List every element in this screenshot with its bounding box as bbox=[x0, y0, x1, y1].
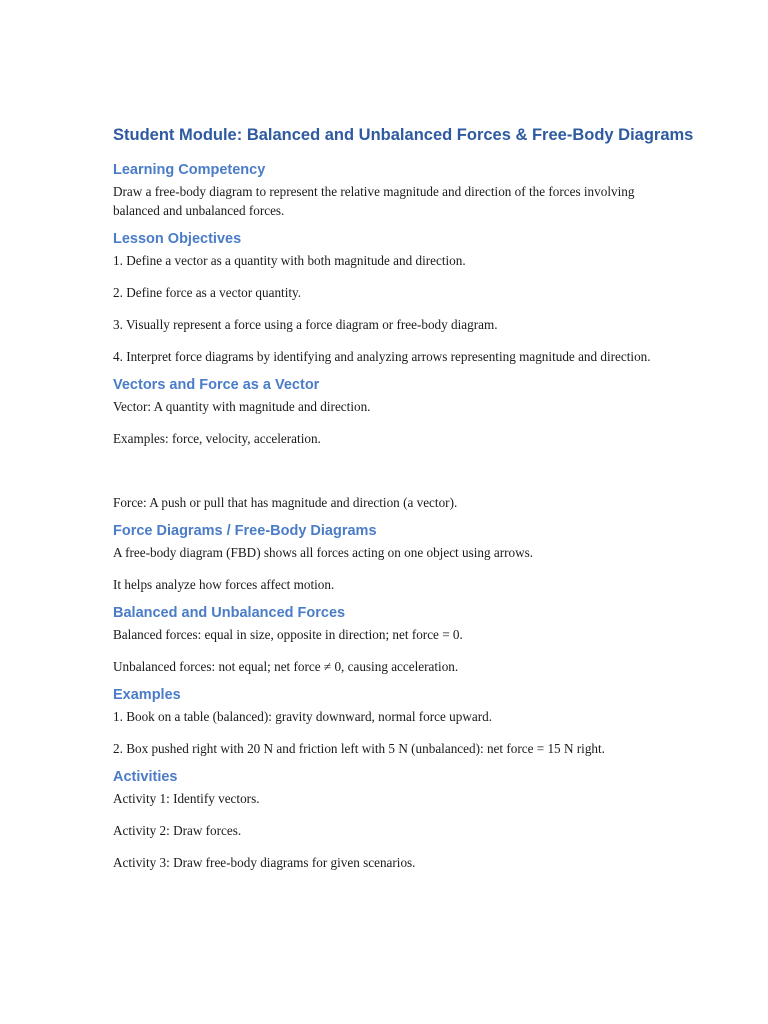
section-heading: Examples bbox=[113, 687, 181, 703]
list-item: 4. Interpret force diagrams by identifying and analyzing arrows representing magnitude and direction. bbox=[113, 349, 651, 364]
paragraph: A free-body diagram (FBD) shows all forces acting on one object using arrows. bbox=[113, 545, 534, 560]
list-item: 2. Box pushed right with 20 N and friction left with 5 N (unbalanced): net force = 15 N right. bbox=[113, 741, 605, 756]
paragraph: Draw a free-body diagram to represent the relative magnitude and direction of the forces involving balanced and unbalanced forces. bbox=[113, 184, 635, 218]
section-heading: Force Diagrams / Free-Body Diagrams bbox=[113, 523, 377, 539]
section-examples bbox=[113, 685, 673, 758]
section-learning-competency bbox=[113, 160, 673, 220]
section-heading: Balanced and Unbalanced Forces bbox=[113, 605, 346, 621]
paragraph: Examples: force, velocity, acceleration. bbox=[113, 431, 321, 446]
list-item: 1. Book on a table (balanced): gravity downward, normal force upward. bbox=[113, 709, 493, 724]
list-item: Activity 2: Draw forces. bbox=[113, 823, 242, 838]
section-heading: Lesson Objectives bbox=[113, 231, 242, 247]
section-lesson-objectives bbox=[113, 229, 673, 366]
paragraph: Vector: A quantity with magnitude and direction. bbox=[113, 399, 371, 414]
list-item: Activity 1: Identify vectors. bbox=[113, 791, 260, 806]
paragraph: Balanced forces: equal in size, opposite in direction; net force = 0. bbox=[113, 627, 463, 642]
section-heading: Activities bbox=[113, 769, 178, 785]
section-balanced-forces bbox=[113, 603, 673, 676]
section-heading: Vectors and Force as a Vector bbox=[113, 377, 320, 393]
document-page bbox=[113, 124, 694, 885]
list-item: 1. Define a vector as a quantity with both magnitude and direction. bbox=[113, 253, 466, 268]
list-item: 2. Define force as a vector quantity. bbox=[113, 285, 302, 300]
section-heading: Learning Competency bbox=[113, 162, 266, 178]
section-activities bbox=[113, 767, 673, 872]
paragraph: Unbalanced forces: not equal; net force ≠ 0, causing acceleration. bbox=[113, 659, 459, 674]
section-vectors bbox=[113, 375, 673, 512]
list-item: 3. Visually represent a force using a force diagram or free-body diagram. bbox=[113, 317, 498, 332]
document-title: Student Module: Balanced and Unbalanced Forces & Free-Body Diagrams bbox=[113, 126, 694, 144]
section-force-diagrams bbox=[113, 521, 673, 594]
list-item: Activity 3: Draw free-body diagrams for given scenarios. bbox=[113, 855, 416, 870]
paragraph: It helps analyze how forces affect motion. bbox=[113, 577, 335, 592]
paragraph: Force: A push or pull that has magnitude and direction (a vector). bbox=[113, 495, 458, 510]
